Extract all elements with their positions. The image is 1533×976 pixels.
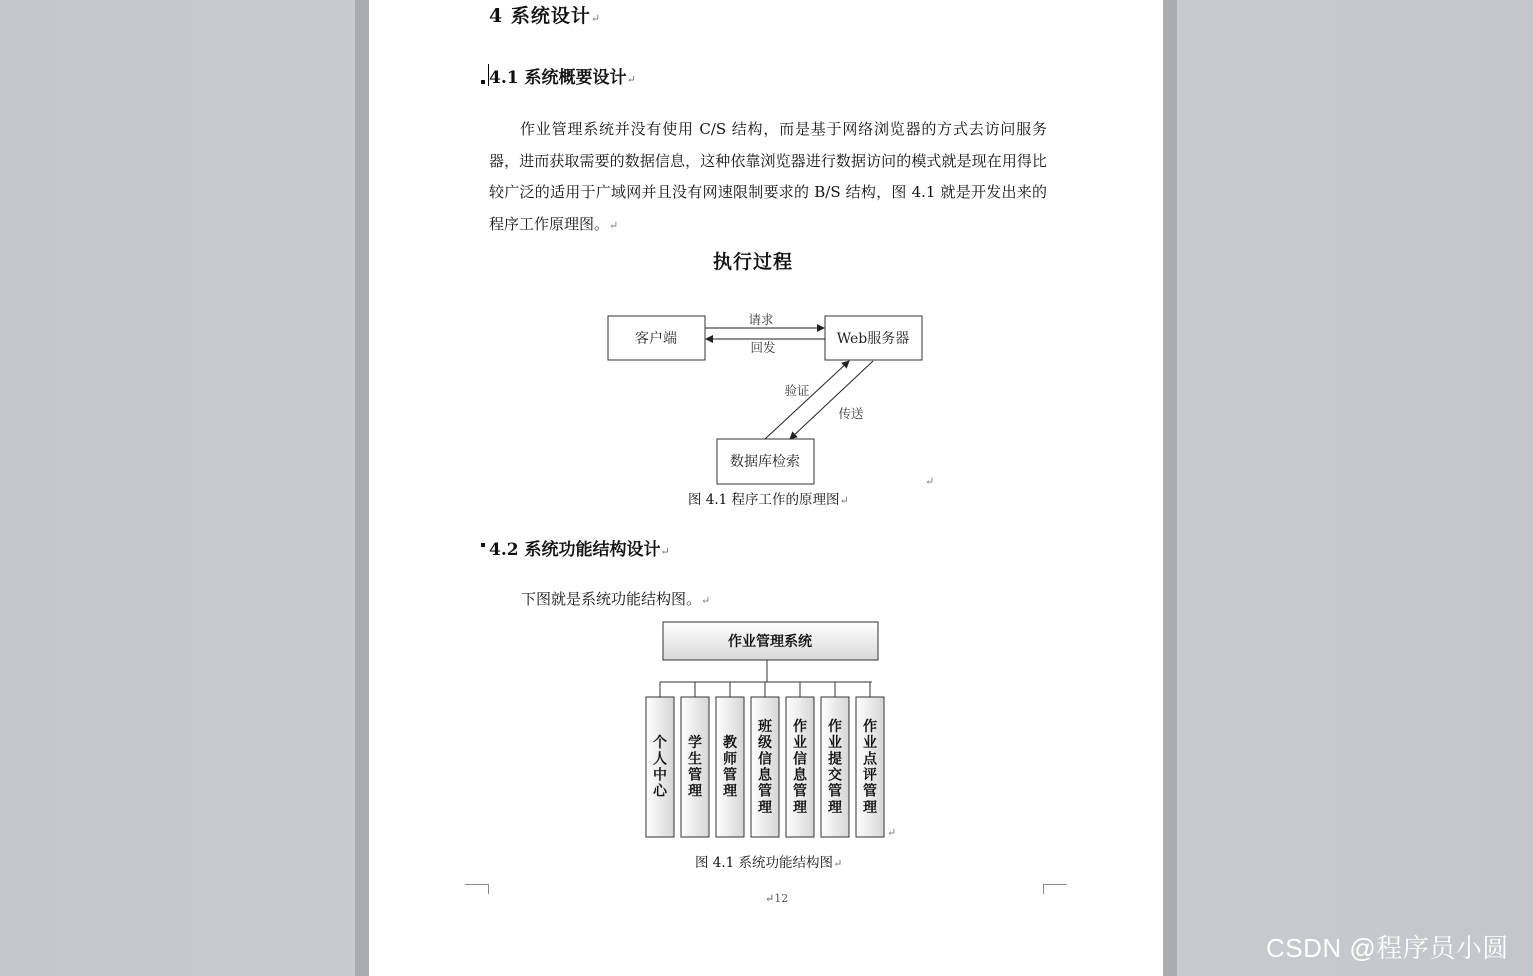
- client-label: 客户端: [635, 331, 677, 347]
- figure2-caption: 图 4.1 系统功能结构图↵: [695, 855, 843, 871]
- module-label: 作业提交管理: [828, 718, 842, 816]
- section-heading: 4 系统设计↵: [489, 5, 602, 27]
- transfer-arrow: [790, 361, 873, 439]
- paragraph-mark: ↵: [887, 826, 897, 839]
- module-label: 班级信息管理: [758, 718, 772, 816]
- module-label: 教师管理: [723, 735, 737, 800]
- root-label: 作业管理系统: [728, 634, 812, 650]
- module-label: 作业信息管理: [793, 718, 807, 816]
- reply-label: 回发: [750, 340, 776, 355]
- db-label: 数据库检索: [730, 454, 800, 470]
- margin-marker-right: [1043, 884, 1067, 894]
- intro-text: 下图就是系统功能结构图。↵: [521, 590, 711, 608]
- page-number: ↵12: [765, 892, 789, 905]
- page-shadow-right: [1163, 0, 1177, 976]
- transfer-label: 传送: [838, 406, 864, 421]
- subsection-heading-4-2: 4.2 系统功能结构设计↵: [489, 540, 670, 560]
- watermark: CSDN @程序员小圆: [1266, 933, 1509, 963]
- document-page[interactable]: [369, 0, 1163, 976]
- figure-title: 执行过程: [713, 251, 794, 273]
- process-diagram: [599, 305, 939, 495]
- paragraph-mark: ↵: [925, 475, 935, 488]
- verify-label: 验证: [784, 383, 810, 398]
- margin-marker-left: [465, 884, 489, 894]
- module-label: 作业点评管理: [863, 718, 877, 816]
- verify-arrow: [765, 361, 849, 439]
- figure1-caption: 图 4.1 程序工作的原理图↵: [688, 492, 849, 508]
- function-structure-diagram: [639, 617, 899, 847]
- module-label: 个人中心: [653, 735, 667, 800]
- server-label: Web服务器: [836, 331, 910, 347]
- body-paragraph: 作业管理系统并没有使用 C/S 结构，而是基于网络浏览器的方式去访问服务器，进而获取需要的数据信息，这种依靠浏览器进行数据访问的模式就是现在用得比较广泛的适用于广域网并且没有网速限制要求的 B/S 结构，图 4.1 就是开发出来的程序工作原理图。↵: [489, 120, 1047, 233]
- module-label: 学生管理: [688, 735, 702, 800]
- list-bullet: [481, 80, 485, 84]
- request-label: 请求: [748, 312, 774, 327]
- subsection-heading-4-1: 4.1 系统概要设计↵: [489, 68, 636, 88]
- page-shadow-left: [355, 0, 369, 976]
- list-bullet: [481, 543, 485, 547]
